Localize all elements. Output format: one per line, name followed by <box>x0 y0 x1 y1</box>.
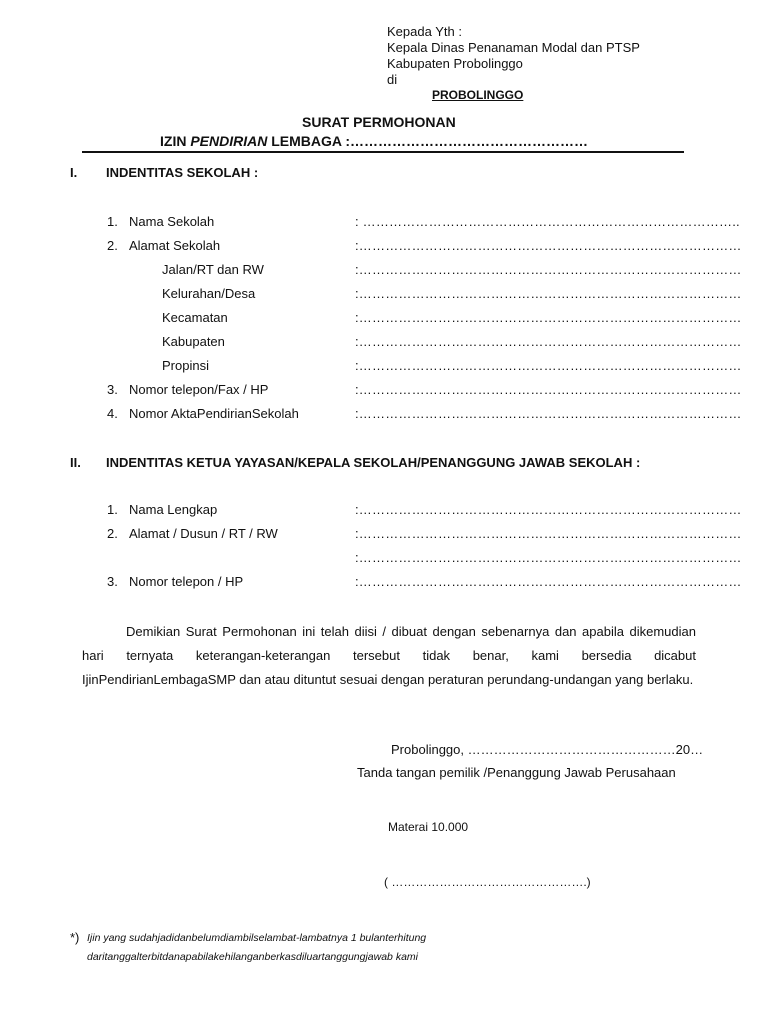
field-label-district: Kecamatan <box>162 310 228 325</box>
section-1-heading: INDENTITAS SEKOLAH : <box>106 165 259 180</box>
field-blank-phone-hp[interactable]: :…………………………………………………………………………… <box>355 574 742 589</box>
field-label-full-name: Nama Lengkap <box>129 502 218 517</box>
field-num: 1. <box>107 502 118 517</box>
addressee-di: di <box>387 72 398 87</box>
field-blank-deed-number[interactable]: :…………………………………………………………………………… <box>355 406 742 421</box>
field-label-school-name: Nama Sekolah <box>129 214 215 229</box>
field-num: 4. <box>107 406 118 421</box>
section-1-number: I. <box>70 165 78 180</box>
field-blank-address[interactable]: :…………………………………………………………………………… <box>355 526 742 541</box>
signer-title: Tanda tangan pemilik /Penanggung Jawab Perusahaan <box>357 765 676 780</box>
field-blank-regency[interactable]: :…………………………………………………………………………… <box>355 334 742 349</box>
field-label-village: Kelurahan/Desa <box>162 286 256 301</box>
field-label-address: Alamat / Dusun / RT / RW <box>129 526 278 541</box>
field-blank-address-cont[interactable]: :…………………………………………………………………………… <box>355 550 742 565</box>
field-blank-street[interactable]: :…………………………………………………………………………… <box>355 262 742 277</box>
signer-name-blank[interactable]: ( ………………………………………….) <box>384 875 591 889</box>
field-label-phone-hp: Nomor telepon / HP <box>129 574 244 589</box>
field-blank-phone[interactable]: :…………………………………………………………………………… <box>355 382 742 397</box>
addressee-salutation: Kepada Yth : <box>387 24 462 39</box>
addressee-regency: Kabupaten Probolinggo <box>387 56 523 71</box>
field-label-street: Jalan/RT dan RW <box>162 262 264 277</box>
field-num: 2. <box>107 238 118 253</box>
field-label-regency: Kabupaten <box>162 334 225 349</box>
stamp-duty-label: Materai 10.000 <box>388 820 469 834</box>
field-num: 1. <box>107 214 118 229</box>
field-blank-full-name[interactable]: :…………………………………………………………………………… <box>355 502 742 517</box>
footnote-marker: *) <box>70 930 80 945</box>
field-label-province: Propinsi <box>162 358 209 373</box>
footnote-line-2: daritanggalterbitdanapabilakehilanganberkasdiluartanggungjawab kami <box>87 951 418 963</box>
field-blank-district[interactable]: :…………………………………………………………………………… <box>355 310 742 325</box>
field-blank-village[interactable]: :…………………………………………………………………………… <box>355 286 742 301</box>
footnote-line-1: Ijin yang sudahjadidanbelumdiambilselambat-lambatnya 1 bulanterhitung <box>87 932 427 944</box>
addressee-office: Kepala Dinas Penanaman Modal dan PTSP <box>387 40 640 55</box>
field-blank-school-name[interactable]: : ………………………………………………………………………….. <box>355 214 740 229</box>
document-subtitle: IZIN PENDIRIAN LEMBAGA :…………………………………………… <box>160 133 589 149</box>
section-2-number: II. <box>70 455 81 470</box>
field-label-deed-number: Nomor AktaPendirianSekolah <box>129 406 299 421</box>
field-num: 2. <box>107 526 118 541</box>
addressee-city: PROBOLINGGO <box>432 88 524 102</box>
field-blank-province[interactable]: :…………………………………………………………………………… <box>355 358 742 373</box>
document-title: SURAT PERMOHONAN <box>302 114 456 130</box>
section-2-heading: INDENTITAS KETUA YAYASAN/KEPALA SEKOLAH/PENANGGUNG JAWAB SEKOLAH : <box>106 455 641 470</box>
field-label-school-address: Alamat Sekolah <box>129 238 221 253</box>
field-label-phone: Nomor telepon/Fax / HP <box>129 382 269 397</box>
field-num: 3. <box>107 574 118 589</box>
closing-paragraph: Demikian Surat Permohonan ini telah diisi / dibuat dengan sebenarnya dan apabila dikemudian hari ternyata keterangan-keterangan tersebut tidak benar, kami bersedia dicabut IjinPendirianLembagaSMP dan atau dituntut sesuai dengan peraturan perundang-undangan yang berlaku. <box>82 624 696 687</box>
place-date-line[interactable]: Probolinggo, …………………………………………20… <box>391 742 704 757</box>
title-divider <box>82 151 684 153</box>
field-blank-school-address[interactable]: :…………………………………………………………………………… <box>355 238 742 253</box>
field-num: 3. <box>107 382 118 397</box>
